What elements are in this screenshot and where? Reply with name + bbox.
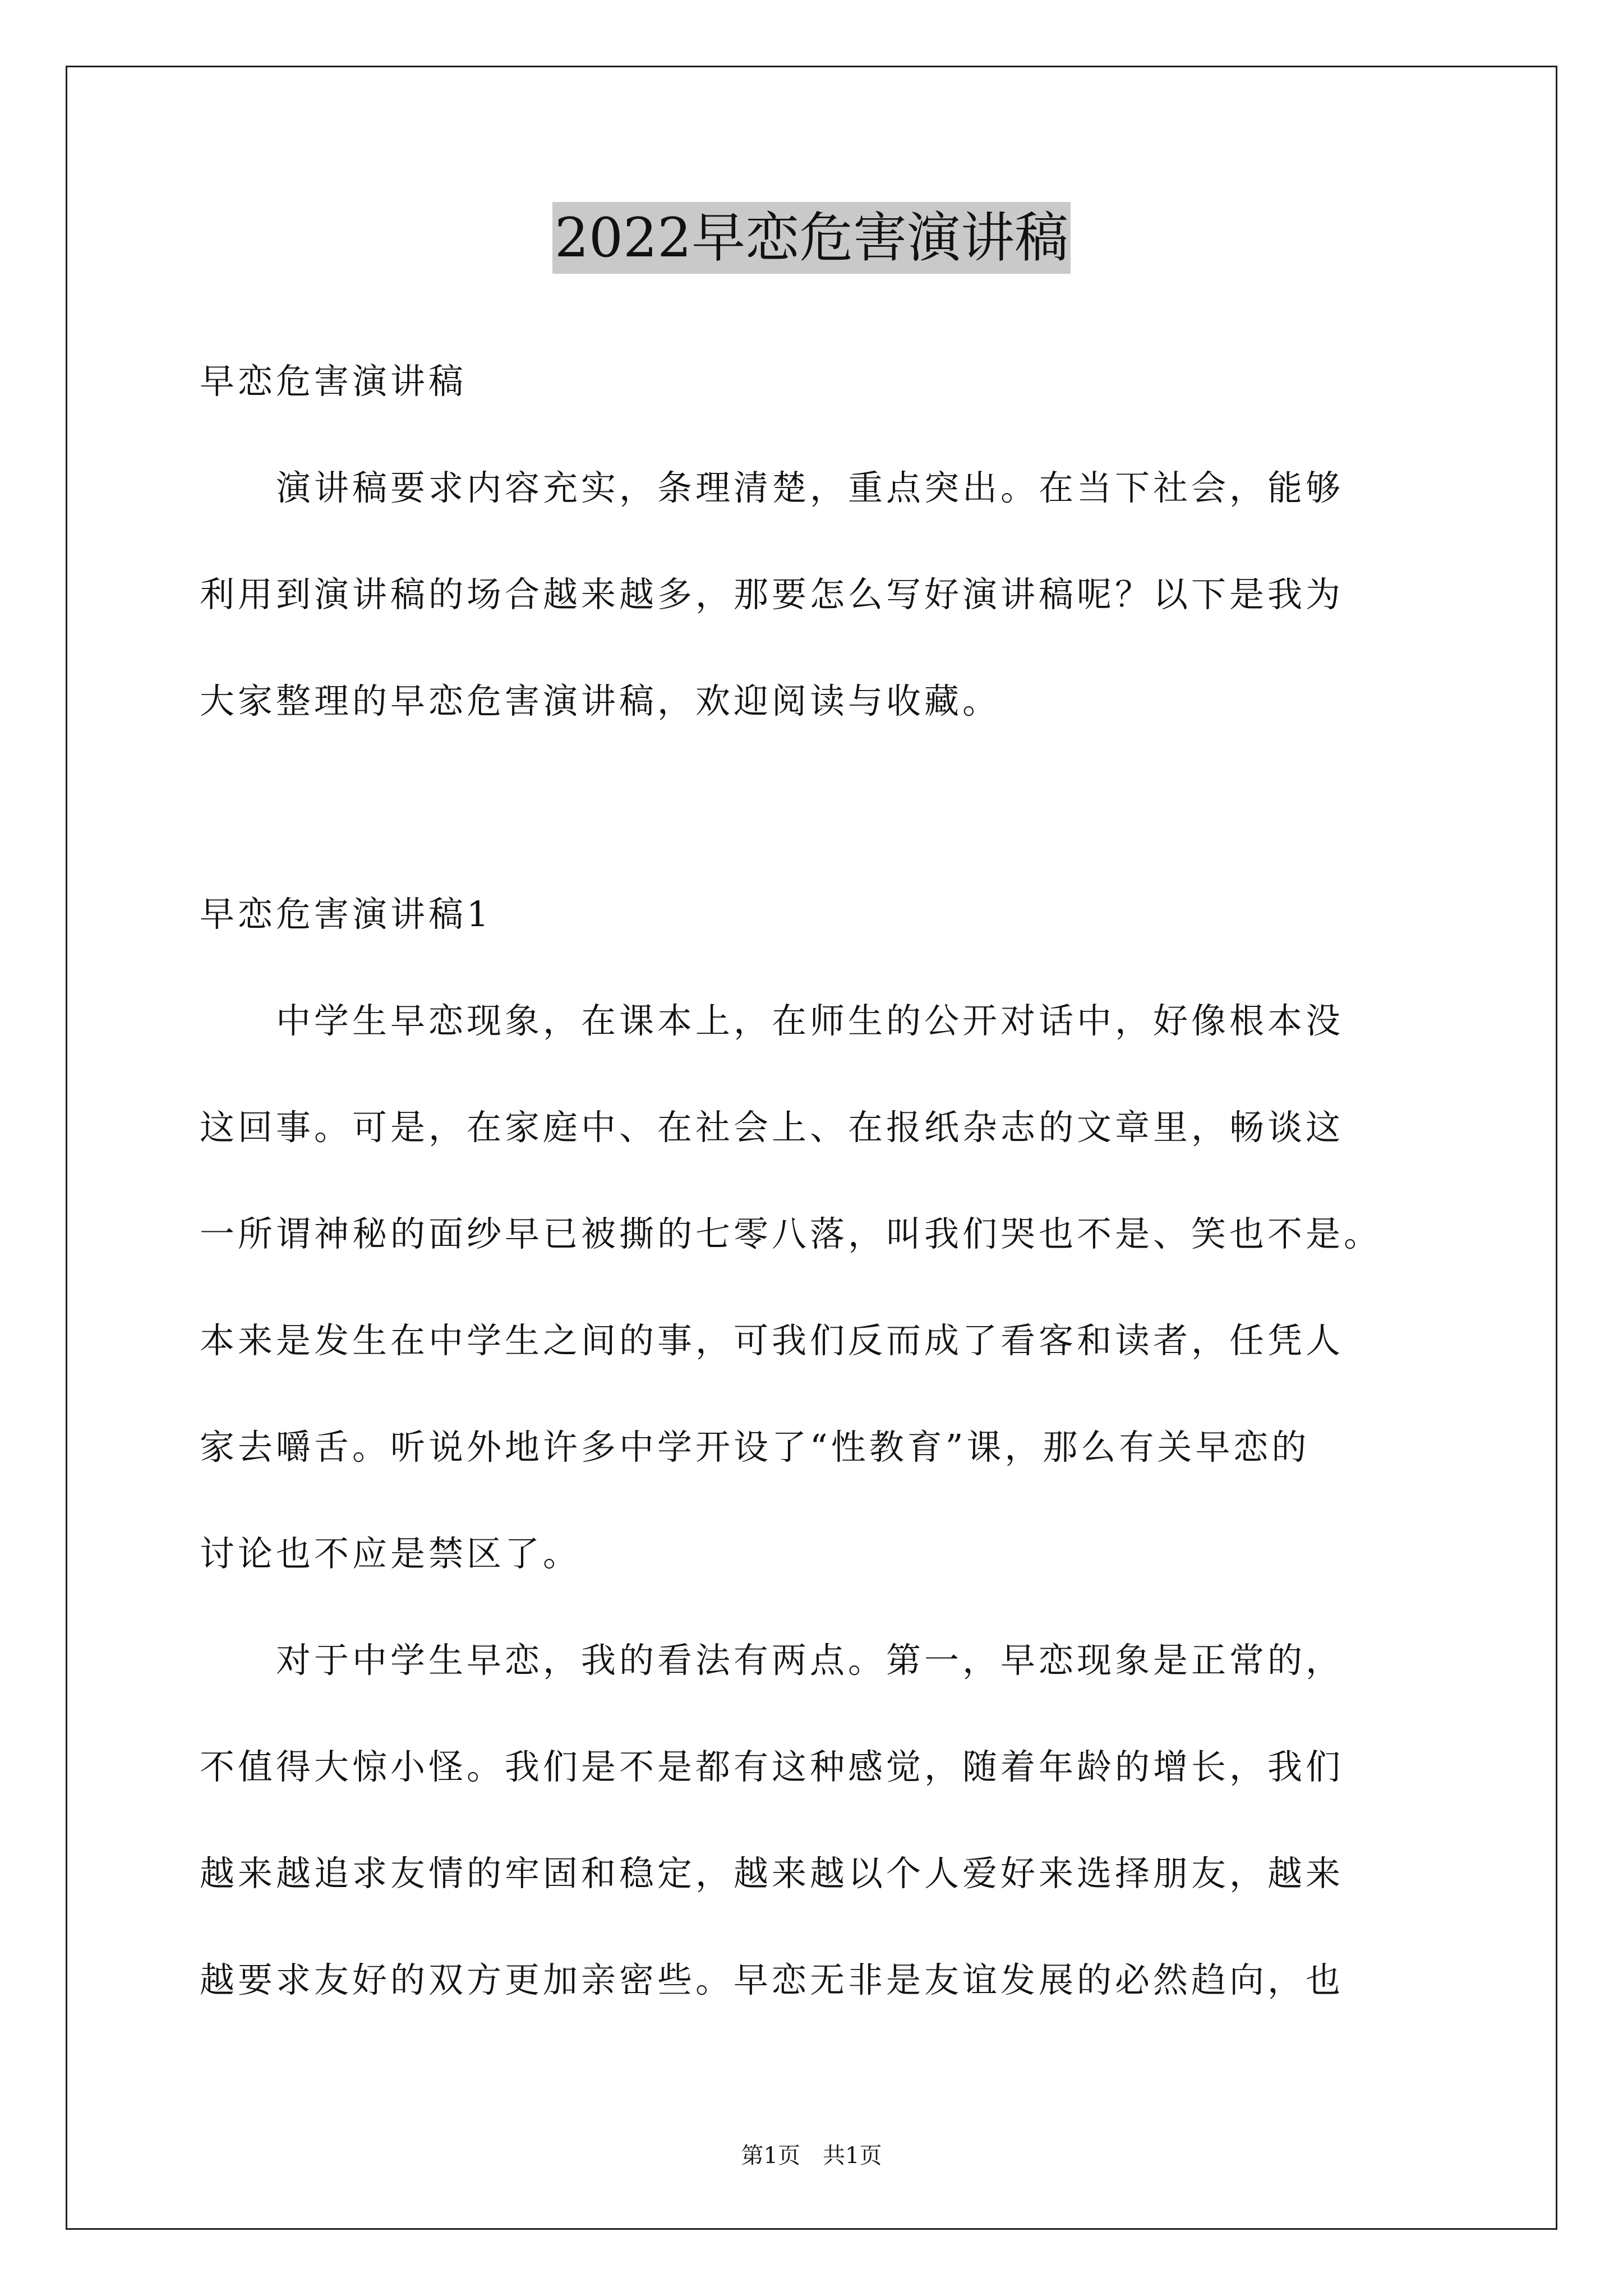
page-total: 共1页 bbox=[823, 2143, 882, 2169]
paragraph-line: 中学生早恋现象，在课本上，在师生的公开对话中，好像根本没 bbox=[200, 1000, 1344, 1041]
intro-line: 大家整理的早恋危害演讲稿，欢迎阅读与收藏。 bbox=[200, 680, 1001, 721]
paragraph-line: 这回事。可是，在家庭中、在社会上、在报纸杂志的文章里，畅谈这 bbox=[200, 1107, 1344, 1148]
section-heading: 早恋危害演讲稿1 bbox=[200, 894, 492, 935]
paragraph-line: 不值得大惊小怪。我们是不是都有这种感觉，随着年龄的增长，我们 bbox=[200, 1746, 1344, 1787]
paragraph-line: 越要求友好的双方更加亲密些。早恋无非是友谊发展的必然趋向，也 bbox=[200, 1959, 1344, 2000]
paragraph-line: 家去嚼舌。听说外地许多中学开设了“性教育”课，那么有关早恋的 bbox=[200, 1427, 1310, 1467]
intro-line: 演讲稿要求内容充实，条理清楚，重点突出。在当下社会，能够 bbox=[200, 467, 1344, 508]
paragraph-line: 讨论也不应是禁区了。 bbox=[200, 1533, 582, 1574]
paragraph-line: 本来是发生在中学生之间的事，可我们反而成了看客和读者，任凭人 bbox=[200, 1320, 1344, 1361]
page-footer bbox=[66, 2140, 1557, 2171]
paragraph-line: 一所谓神秘的面纱早已被撕的七零八落，叫我们哭也不是、笑也不是。 bbox=[200, 1213, 1382, 1254]
page-number: 第1页 bbox=[741, 2143, 800, 2169]
paragraph-line: 对于中学生早恋，我的看法有两点。第一，早恋现象是正常的， bbox=[200, 1640, 1344, 1681]
document-title: 2022早恋危害演讲稿 bbox=[552, 202, 1071, 274]
document-subtitle: 早恋危害演讲稿 bbox=[200, 361, 467, 402]
paragraph-line: 越来越追求友情的牢固和稳定，越来越以个人爱好来选择朋友，越来 bbox=[200, 1853, 1344, 1894]
title-container bbox=[66, 202, 1557, 274]
intro-line: 利用到演讲稿的场合越来越多，那要怎么写好演讲稿呢？以下是我为 bbox=[200, 574, 1344, 615]
